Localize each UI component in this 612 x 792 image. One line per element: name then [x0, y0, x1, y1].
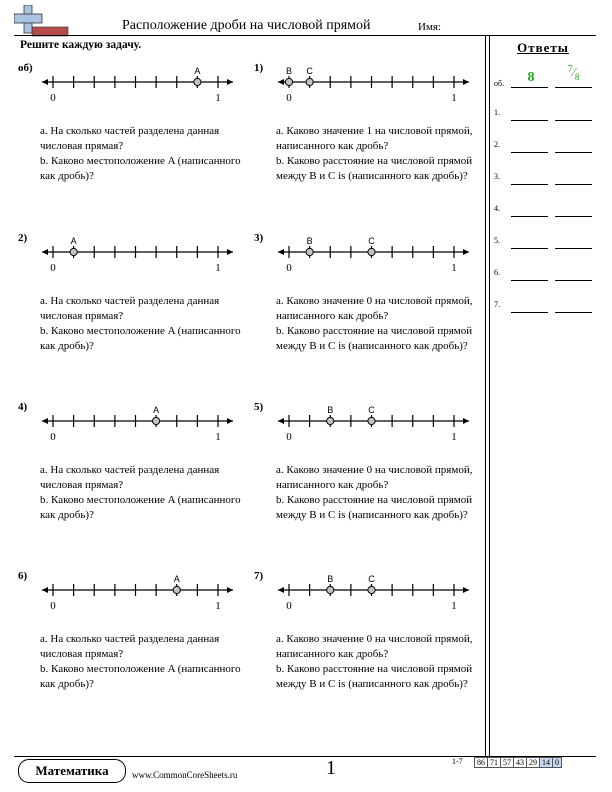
answer-blank-b[interactable]: [555, 280, 592, 281]
name-label: Имя:: [418, 21, 442, 33]
number-line: [274, 232, 474, 272]
point-B: [327, 586, 334, 593]
end-label: 1: [215, 92, 221, 104]
problem-3: [254, 232, 473, 392]
problem-number: об): [18, 62, 33, 74]
answer-blank-a[interactable]: [511, 280, 548, 281]
answer-row-label: 6.: [494, 268, 500, 277]
worksheet-title: Расположение дроби на числовой прямой: [122, 18, 371, 33]
start-label: 0: [50, 431, 56, 443]
left-arrow-icon: [278, 587, 284, 593]
answer-row: [494, 268, 596, 284]
site-url: www.CommonCoreSheets.ru: [132, 770, 238, 780]
answer-row-label: 4.: [494, 204, 500, 213]
fraction-numerator: 7: [567, 64, 573, 75]
start-label: 0: [50, 600, 56, 612]
end-label: 1: [451, 92, 457, 104]
score-cell: 43: [514, 758, 527, 768]
score-cell: 57: [501, 758, 514, 768]
problem-6: [18, 570, 241, 730]
point-label: B: [327, 405, 334, 415]
number-line: [38, 62, 238, 102]
brand-badge: Математика: [18, 759, 126, 783]
number-line: [274, 62, 474, 102]
question-a: a. Каково значение 0 на числовой прямой, написанного как дробь?: [276, 464, 473, 491]
question-b: b. Каково местоположение A (написанного как дробь)?: [40, 663, 241, 690]
answer-blank-b[interactable]: [555, 184, 592, 185]
point-A: [173, 586, 180, 593]
answer-blank-b[interactable]: [555, 120, 592, 121]
score-range: 1-7: [452, 757, 463, 766]
left-arrow-icon: [278, 418, 284, 424]
point-label: B: [327, 574, 334, 584]
end-label: 1: [215, 600, 221, 612]
point-B: [285, 78, 292, 85]
point-label: A: [70, 236, 77, 246]
end-label: 1: [215, 262, 221, 274]
problem-0: [18, 62, 241, 222]
left-arrow-icon: [42, 418, 48, 424]
answer-blank-a[interactable]: [511, 248, 548, 249]
point-C: [306, 78, 313, 85]
question-a: a. Каково значение 0 на числовой прямой, написанного как дробь?: [276, 633, 473, 660]
start-label: 0: [286, 600, 292, 612]
logo: [14, 5, 70, 39]
answer-row-label: 3.: [494, 172, 500, 181]
answer-row-label: 1.: [494, 108, 500, 117]
answer-blank-a[interactable]: [511, 184, 548, 185]
point-label: A: [194, 66, 201, 76]
question-a: a. На сколько частей разделена данная числовая прямая?: [40, 633, 220, 660]
right-arrow-icon: [227, 418, 233, 424]
point-C: [368, 586, 375, 593]
point-label: B: [285, 66, 293, 76]
problem-1: [254, 62, 473, 222]
right-arrow-icon: [463, 79, 469, 85]
left-arrow-icon: [42, 249, 48, 255]
point-label: A: [153, 405, 160, 415]
answer-row: [494, 108, 596, 124]
answer-blank-b[interactable]: [555, 87, 592, 88]
start-label: 0: [286, 262, 292, 274]
point-label: C: [368, 405, 375, 415]
left-arrow-icon: [278, 249, 284, 255]
answers-title: Ответы: [517, 40, 569, 55]
question-a: a. На сколько частей разделена данная числовая прямая?: [40, 125, 220, 152]
question-b: b. Каково расстояние на числовой прямой между B и C is (написанного как дробь)?: [276, 494, 473, 521]
problem-number: 1): [254, 62, 264, 74]
problem-number: 5): [254, 401, 264, 413]
number-line: [38, 570, 238, 610]
point-label: C: [368, 574, 375, 584]
problem-5: [254, 401, 473, 561]
problem-number: 7): [254, 570, 264, 582]
answer-blank-b[interactable]: [555, 216, 592, 217]
point-label: C: [368, 236, 375, 246]
answer-blank-a[interactable]: [511, 216, 548, 217]
end-label: 1: [451, 431, 457, 443]
answer-row: [494, 172, 596, 188]
point-A: [153, 417, 160, 424]
answer-blank-b[interactable]: [555, 312, 592, 313]
problem-2: [18, 232, 241, 392]
answer-row: [494, 204, 596, 220]
point-label: C: [306, 66, 313, 76]
start-label: 0: [50, 92, 56, 104]
point-C: [368, 248, 375, 255]
answer-blank-b[interactable]: [555, 152, 592, 153]
score-cell: 29: [527, 758, 540, 768]
problem-number: 4): [18, 401, 28, 413]
point-A: [70, 248, 77, 255]
answer-blank-a[interactable]: [511, 312, 548, 313]
right-arrow-icon: [227, 249, 233, 255]
answer-row: [494, 140, 596, 156]
number-line: [274, 401, 474, 441]
score-cell: 14: [540, 758, 553, 768]
question-a: a. На сколько частей разделена данная числовая прямая?: [40, 464, 220, 491]
number-line: [38, 401, 238, 441]
problem-number: 2): [18, 232, 28, 244]
number-line: [274, 570, 474, 610]
question-a: a. На сколько частей разделена данная числовая прямая?: [40, 295, 220, 322]
question-b: b. Каково местоположение A (написанного как дробь)?: [40, 155, 241, 182]
question-b: b. Каково расстояние на числовой прямой между B и C is (написанного как дробь)?: [276, 325, 473, 352]
point-B: [306, 248, 313, 255]
question-b: b. Каково расстояние на числовой прямой между B и C is (написанного как дробь)?: [276, 155, 473, 182]
answer-row-example: [494, 64, 596, 91]
example-answer-a: 8: [527, 70, 535, 85]
right-arrow-icon: [463, 249, 469, 255]
question-b: b. Каково расстояние на числовой прямой между B и C is (написанного как дробь)?: [276, 663, 473, 690]
end-label: 1: [451, 600, 457, 612]
answer-blank-a[interactable]: [511, 152, 548, 153]
answer-row: [494, 300, 596, 316]
answer-row-label: 2.: [494, 140, 500, 149]
point-B: [327, 417, 334, 424]
header-divider: [14, 35, 596, 36]
number-line: [38, 232, 238, 272]
problem-number: 6): [18, 570, 28, 582]
right-arrow-icon: [463, 418, 469, 424]
end-label: 1: [215, 431, 221, 443]
fraction-denominator: 8: [574, 71, 580, 82]
answer-row-label: 7.: [494, 300, 500, 309]
start-label: 0: [286, 431, 292, 443]
start-label: 0: [50, 262, 56, 274]
problem-number: 3): [254, 232, 264, 244]
question-b: b. Каково местоположение A (написанного как дробь)?: [40, 325, 241, 352]
left-arrow-icon: [278, 79, 284, 85]
score-cell: 86: [475, 758, 488, 768]
left-arrow-icon: [42, 79, 48, 85]
question-b: b. Каково местоположение A (написанного как дробь)?: [40, 494, 241, 521]
left-arrow-icon: [42, 587, 48, 593]
right-arrow-icon: [227, 587, 233, 593]
end-label: 1: [451, 262, 457, 274]
score-cell: 71: [488, 758, 501, 768]
score-table: [474, 757, 562, 768]
answer-blank-a[interactable]: [511, 87, 548, 88]
answer-blank-a[interactable]: [511, 120, 548, 121]
instructions: Решите каждую задачу.: [20, 39, 142, 51]
question-a: a. Каково значение 0 на числовой прямой, написанного как дробь?: [276, 295, 473, 322]
score-cell: 0: [553, 758, 562, 768]
right-arrow-icon: [227, 79, 233, 85]
answer-column-divider: [485, 36, 486, 756]
question-a: a. Каково значение 1 на числовой прямой, написанного как дробь?: [276, 125, 473, 152]
answer-column-divider-inner: [489, 36, 490, 756]
problem-7: [254, 570, 473, 730]
answer-row: [494, 236, 596, 252]
point-C: [368, 417, 375, 424]
example-answer-b: $^7⁄_8$: [567, 64, 580, 82]
answer-blank-b[interactable]: [555, 248, 592, 249]
right-arrow-icon: [463, 587, 469, 593]
point-label: A: [173, 574, 180, 584]
problem-4: [18, 401, 241, 561]
page-number: 1: [326, 757, 336, 779]
point-A: [194, 78, 201, 85]
point-label: B: [306, 236, 313, 246]
start-label: 0: [286, 92, 292, 104]
answer-row-label: 5.: [494, 236, 500, 245]
answer-row-label: об.: [494, 79, 505, 88]
